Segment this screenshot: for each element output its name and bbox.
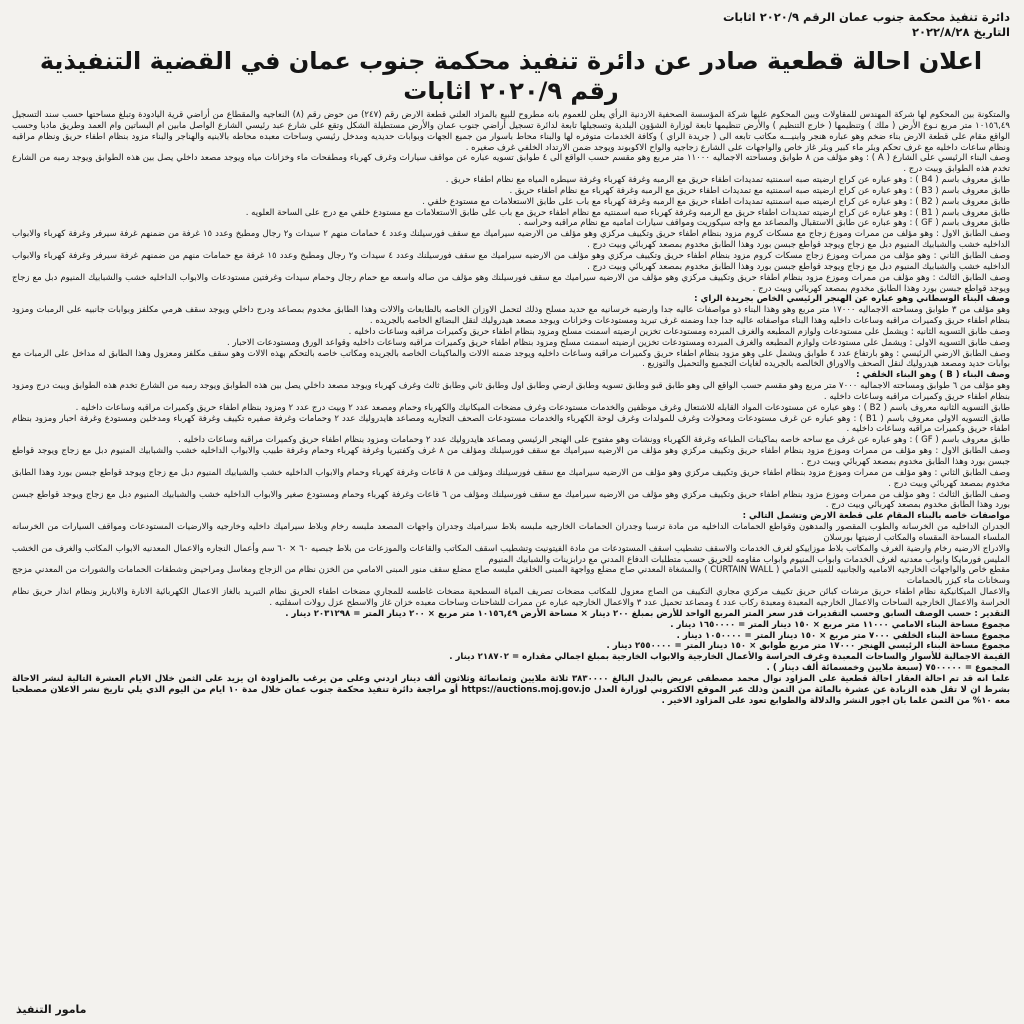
announcement-body	[12, 110, 1010, 706]
paragraph-hangar-ground: وصف الطابق الارضي الرئيسي : وهو بارتفاع عدد ٤ طوابق ويشمل على وهو مزود بنظام اطفاء حريق وكميرات مراقبه وساعات داخليه ويوجد ضمنه الالات والماكينات الخاصه بالجريده ومكاتب خاصه بالتحكم بهذه الالات وهو سقف مكلفز ومعزول وهذا الطابق له مداخل على الرمبات مع بوابات حديد ومصعد هيدروليك لنقل الصحف والاوراق الخالصه بالجريده لغايات التجميع والتحميل والتوزيع .	[12, 348, 1010, 370]
paragraph-building-a: وصف البناء الرئيسي على الشارع ( A ) : وهو مؤلف من ٨ طوابق ومساحته الاجماليه ١١٠٠٠ متر مربع وهو مقسم حسب الواقع الى ٤ طوابق تسويه عباره عن مواقف سيارات وغرف كهرباء ومطفحات ماء وخزانات مياه ويوجد مصعد داخلي يصل بين هذه الطوابق ويوجد رمبه من الشارع تخدم هذه الطوابق وبيت درج .	[12, 153, 1010, 175]
paragraph-specs-facades: مقطع خاص والواجهات الخارجيه الاماميه والجانبيه للمبنى الامامي ( CURTAIN WALL ) والمشغاة المعدني صاج مضلع وواجهة المبنى الخلفي ملبسه صاج مضلع سقف منور المبنى الامامي من الخزن نظام من الزجاج ومغاسل ومراحيض وشطفات الحمامات والشورات من المعدني مزجج وسخانات ماء كيزر بالحمامات	[12, 565, 1010, 587]
paragraph-hangar-heading: وصف البناء الوسطاني وهو عباره عن الهنجر الرئيسي الخاص بجريدة الراي :	[694, 294, 1010, 305]
paragraph-third-floor: وصف الطابق الثالث : وهو مؤلف من ممرات وموزع مزود بنظام اطفاء حريق وتكييف مركزي وهو مؤلف من الارضيه سيراميك مع سقف فورسيلنك وهو مؤلف من صاله واسعه مع حمام رجال وحمام سيدات وغرفتين مستودعات والابواب الداخليه خشب والشبابيك المنيوم دبل مع زجاج ويوجد قواطع جبسن بورد وهذا الطابق مخدوم بمصعد كهربائي وبيت درج .	[12, 272, 1010, 294]
header-case-number: دائرة تنفيذ محكمة جنوب عمان الرقم ٢٠٢٠/٩ اثابات	[722, 10, 1010, 24]
paragraph-floor-b2: طابق معروف باسم ( B2 ) : وهو عباره عن كراج ارضيته صبه اسمنتيه تمديدات اطفاء حريق مع الرمبه وغرفة كهرباء مع باب على طابق الاستعلامات مع مستودع خلفي .	[422, 196, 1010, 207]
signature-officer: مامور التنفيذ	[16, 1003, 87, 1016]
paragraph-valuation-land: التقدير : حسب الوصف السابق وحسب التقديرات قدر سعر المتر المربع الواحد للأرض بمبلغ ٢٠٠ دينار × مساحة الأرض ١٠١٥٦,٤٩ متر مربع × ٢٠٠ دينار المتر = ٢٠٣١٢٩٨ دينار .	[285, 608, 1010, 619]
paragraph-floor-gf: طابق معروف باسم ( GF ) : وهو عباره عن طابق الاستقبال والمصاعد مع واجه سيكوريت ومواقف سيارات اماميه مع نظام مراقبه وحراسه .	[518, 218, 1010, 229]
paragraph-specs-mechanical: والاعمال الميكانيكية نظام اطفاء حريق مرشات كبائن حريق تكييف مركزي مجاري التكييف من الصاج معزول للمكاتب مضخات تصريف المياة السطحية مضخات غاطسه للمجاري مضخات اطفاء الحريق نظام التبريد بالغاز الاعمال الكهربائية الانارة والاباريز ونظام انذار حريق نظام الحراسة والاعمال الخارجيه الساحات والاعمال الخارجيه المعبدة ومعبدة ركاب عدد ٤ ومصاعد تحميل عدد ٣ والاعمال الخارجيه عباره عن ممرات للشاحنات وساحات معبده خزان غاز والاسطح عزل رولات اسفلتيه .	[12, 587, 1010, 608]
paragraph-valuation-hangar: مجموع مساحة البناء الرئيسي الهنجر ١٧٠٠٠ متر مربع طوابق × ١٥٠ دينار المتر = ٢٥٥٠٠٠٠ دينار .	[606, 641, 1010, 652]
paragraph-specs-floors: والادراج الارضيه رخام وارضية الغرف والمكاتب بلاط موزاييكو لغرف الخدمات والاسقف تشطيب اسقف المستودعات من مادة الفيتونيت وتشطيب اسقف المكاتب والقاعات والموزعات من بلاط جبصيه ٦٠ × ٦٠ سم وأعمال النجاره والاعمال المعدنيه الابواب المكاتب والغرف من الخشب المليس فورمايكا وابواب معدنيه لغرف الخدمات وابواب المنيوم وابواب مقاومه للحريق حسب متطلبات الدفاع المدني مع درابزينات والشبابيك المنيوم	[12, 543, 1010, 565]
paragraph-b-third-floor: وصف الطابق الثالث : وهو مؤلف من ممرات وموزع مزود بنظام اطفاء حريق وتكييف مركزي وهو مؤلف من الارضيه سيراميك مع سقف فورسيلنك ومؤلف من ٦ قاعات وغرفة كهرباء وحمام ومستودع صغير والابواب الداخليه خشب والشبابيك المنيوم دبل مع زجاج ويوجد قواطع جبسن بورد وهذا الطابق مخدوم بمصعد كهربائي وبيت درج .	[12, 489, 1010, 511]
paragraph-b-second-floor: وصف الطابق الثاني : وهو مؤلف من ممرات وموزع مزود بنظام اطفاء حريق وتكييف مركزي وهو مؤلف من الارضيه سيراميك مع سقف فورسيلنك ومؤلف من ٨ قاعات وغرفة كهرباء وحمام والابواب الداخليه خشب والشبابيك المنيوم دبل مع زجاج ويوجد قواطع جبسن بورد وهذا الطابق مخدوم بمصعد كهربائي وبيت درج .	[12, 467, 1011, 489]
paragraph-award-notice: علما انه قد تم احالة العقار احالة قطعية على المزاود نوال محمد مصطفى عريض بالبدل البالغ ٣٨٣٠٠٠٠ ثلاثة ملايين وثمانمائة وثلاثون ألف دينار اردني وعلى من يرغب بالمزاودة ان يزيد على الثمن خلال الايام العشرة التالية لنشر الاحالة بشرط ان لا تقل هذه الزيادة عن عشرة بالمائة من الثمن وذلك عبر الموقع الالكتروني لوزارة العدل https://auctions.moj.gov.jo أو مراجعة دائرة تنفيذ محكمة جنوب عمان خلال مدة ١٠ ايام من اليوم الذي يلي تاريخ نشر الاعلان مصطحبا معه ١٠% من الثمن علما بان اجور النشر والدلالة والطوابع تعود على المزاود الاخير .	[12, 673, 1010, 706]
paragraph-building-b-heading: وصف البناء ( B ) وهو البناء الخلفي :	[856, 370, 1010, 381]
paragraph-valuation-total: المجموع = ٧٥٠٠٠٠٠ (سبعة ملايين وخمسمائة ألف دينار ) .	[766, 663, 1010, 674]
paragraph-building-b: وهو مؤلف من ٦ طوابق ومساحته الاجماليه ٧٠٠٠ متر مربع وهو مقسم حسب الواقع الى وهو طابق قبو وطابق تسويه وطابق ارضي وطابق اول وطابق ثاني وطابق ثالث وغرف كهرباء ويوجد مصعد داخلي يصل بين هذه الطوابق ويوجد رمبه من الشارع تخدم هذه الطوابق وبيت درج ومزود بنظام اطفاء حريق وكميرات مراقبه وساعات داخليه .	[12, 381, 1010, 402]
paragraph-hangar-basement-2: وصف طابق التسويه الثانيه : ويشمل على مستودعات ولوازم المطبعه والغرف المبرده ومستودعات تخزين ارضيته اسمنت مسلح ومزود بنظام اطفاء حريق وكميرات مراقبه وساعات داخليه .	[348, 326, 1010, 337]
paragraph-valuation-external: القيمة الاجمالية للأسوار والساحات المعبدة وغرف الحراسة والأعمال الخارجية والابواب الخارجية بمبلغ اجمالي مقداره = ٢١٨٧٠٢ دينار .	[449, 652, 1010, 663]
paragraph-hangar-basement-1: وصف طابق التسويه الاولى : ويشمل على مستودعات ولوازم المطبعه والغرف المبرده ومستودعات تخزين ارضيته اسمنت مسلح ومزود بنظام اطفاء حريق وكميرات مراقبه وساعات داخليه وقواعد الورق ومستودعات الاحبار .	[226, 337, 1010, 348]
announcement-title: اعلان احالة قطعية صادر عن دائرة تنفيذ محكمة جنوب عمان في القضية التنفيذية رقم ٢٠٢٠/٩ اثابات	[39, 47, 983, 105]
paragraph-b-first-floor: وصف الطابق الاول : وهو مؤلف من ممرات وموزع مزود بنظام اطفاء حريق وتكييف مركزي وهو مؤلف من الارضيه سيراميك مع سقف فورسيلنك ومؤلف من ٨ غرف وكفتيريا وغرفة كهرباء وحمام وغرفة طبيب والابواب الداخليه خشب والشبابيك المنيوم دبل مع زجاج ويوجد قواطع جبسن بورد وهذا الطابق مخدوم بمصعد كهربائي وبيت درج .	[12, 446, 1011, 467]
paragraph-hangar: وهو مؤلف من ٣ طوابق ومساحته الاجماليه ١٧٠٠٠ متر مربع وهو وهذا البناء ذو مواصفات عاليه جدا وارضيه خرسانيه مع حديد مسلح وذلك لتحمل الاوزان الخاصه بالطابعات والالات وهذا الطابق مخدوم بمصاعد ودرج داخلي ويوجد سقف هرمي مكلفز وبوابات جانبيه على الرمبات ومزود بنظام اطفاء حريق وكميرات مراقبه وساعات داخليه وهذا البناء مواصفاته عاليه جدا جدا وضمنه غرف تبريد ومستودعات وخزانات ويوجد مصعد هيدروليك لنقل البضائع الخاصه بالجريده .	[12, 305, 1010, 327]
paragraph-floor-b4: طابق معروف باسم ( B4 ) : وهو عباره عن كراج ارضيته صبه اسمنتيه تمديدات اطفاء حريق مع الرمبه وغرفة كهرباء وغرفة سيطره المياه مع نظام اطفاء حريق .	[445, 175, 1010, 186]
paragraph-floor-b3: طابق معروف باسم ( B3 ) : وهو عباره عن كراج ارضيته صبه اسمنتيه مع تمديدات اطفاء حريق مع الرمبه وغرفة كهرباء مع نظام اطفاء حريق .	[509, 185, 1010, 196]
paragraph-second-floor: وصف الطابق الثاني : وهو مؤلف من ممرات وموزع زجاج مسكات كروم مزود بنظام اطفاء حريق وتكييف مركزي وهو مؤلف من الارضيه سيراميك مع سقف فورسيلنك وعدد ٤ سيدات و٢ رجال ومطبخ وعدد ١٥ غرفة مع حمامات منهم من ضمنهم غرفة سيرفر وغرفة كهرباء والابواب الداخليه خشب والشبابيك المنيوم دبل مع زجاج ويوجد قواطع جبسن بورد وهذا الطابق مخدوم بمصعد كهربائي وبيت درج .	[12, 250, 1010, 272]
paragraph-first-floor: وصف الطابق الاول : وهو مؤلف من ممرات وموزع زجاج مع مسكات كروم مزود بنظام اطفاء حريق وتكييف مركزي وهو مؤلف من الارضيه سيراميك مع سقف فورسيلنك وعدد ٤ حمامات منهم ٢ سيدات و٢ رجال ومطبخ وعدد ١٥ غرفة من ضمنهم غرفة سيرفر وغرفة كهرباء والابواب الداخليه خشب والشبابيك المنيوم دبل مع زجاج ويوجد قواطع جبسن بورد وهذا الطابق مخدوم بمصعد كهربائي وبيت درج .	[12, 229, 1010, 251]
paragraph-specs-walls: الجدران الداخليه من الخرسانه والطوب المقصور والمدهون وقواطع الحمامات الداخليه من مادة ترسبا وجدران الحمامات الخارجيه ملبسه بلاط سيراميك وجدران واجهات المصعد ملبسه رخام وبلاط سيراميك داخليه وخارجيه والارضيات المستودعات ومواقف السيارات من الخرسانه الملساء المساحة المقساه والمكاتب ارضيتها بورسلان	[12, 522, 1010, 543]
paragraph-floor-b1: طابق معروف باسم ( B1 ) : وهو عباره عن كراج ارضيته تمديدات اطفاء حريق مع الرمبه وغرفة كهرباء صبه اسمنتيه مع نظام اطفاء حريق مع باب على طابق الاستعلامات مع مستودع خلفي مع درج على الساحة العلويه .	[245, 207, 1010, 218]
paragraph-intro: والمتكونة بين المحكوم لها شركة المهندس للمقاولات وبين المحكوم عليها شركة المؤسسة الصحفية الاردنية الرأي يعلن للعموم بانه مطروح للبيع بالمزاد العلني قطعة الارض رقم (٢٤٧) من حوض رقم (٨) النعاجيه والمقطاع من أراضي قرية اليادودة وتبلغ مساحتها حسب سند التسجيل ١٠١٥٦,٤٩ متر مربع نـوع الأرض ( ملك ) وتنظيمها ( خارج التنظيم ) والأرض تنظيمها تابعة لوزارة الشؤون البلدية وتسجيلها تابعة لدائرة تسجيل أراضي جنوب عمان والأرض مستطيلة الشكل وتقع على شارع عبد رئيسي الشارع الواصل مابين ام البساتين وام العمد وطريق مادبا وحسب الواقع مقام على قطعة الارض بناء ضخم وهو عباره هنجر وابنيـــه مكاتب تابعه الى ( جريدة الراي ) وكافة الخدمات متوفره لها والبناء محاط باسوار من جميع الجهات وبوابات حديديه ومدخل رئيسي وساحات معبده محاطه بالابنيه والهناجر والبناء مزود بنظام اطفاء حريق ونظام مراقبه ونظام ساعات داخليه مع غرف تحكم وبئر ماء كبير وبئر غاز خاص والواجهات على الشارع زجاجيه والواح الاكوبوند ويوجد ضمن الارتداد الخلفي غرف صغيره .	[12, 110, 1010, 153]
header-date: التاريخ ٢٠٢٢/٨/٢٨	[911, 25, 1010, 39]
paragraph-b-floor-gf: طابق معروف باسم ( GF ) : وهو عباره عن غرف مع ساحه خاصه بماكينات الطباعه وغرفة الكهرباء وونشات وهو مفتوح على الهنجر الرئيسي ومصاعد هايدروليك عدد ٢ وحمامات ومزود بنظام اطفاء حريق وكميرات مراقبه وساعات داخليه .	[178, 435, 1010, 446]
paragraph-valuation-front: مجموع مساحة البناء الامامي ١١٠٠٠ متر مربع × ١٥٠ دينار المتر = ١٦٥٠٠٠٠ دينار .	[670, 619, 1010, 630]
paragraph-b-floor-b1: طابق التسويه الاولى معروف باسم ( B1 ) : وهو عباره عن غرف مستودعات ومحولات وغرف للمولدات وغرف لوحة الكهرباء والخدمات مستودعات الصحف التجاريه ومصاعد هايدروليك عدد ٢ وحمامات وغرفة صفيره تكييف وغرفة كهرباء ومدخلين ومستودع وغرفة احبار ومزود بنظام اطفاء حريق وكميرات مراقبه وساعات داخليه .	[12, 413, 1010, 435]
paragraph-valuation-back: مجموع مساحة البناء الخلفي ٧٠٠٠ متر مربع × ١٥٠ دينار المتر = ١٠٥٠٠٠٠ دينار .	[676, 630, 1010, 641]
paragraph-specs-heading: مواصفات خاصه بالبناء المقام على قطعة الارض وتشمل التالي :	[742, 511, 1010, 522]
paragraph-b-floor-b2: طابق التسويه الثانيه معروف باسم ( B2 ) : وهو عباره عن مستودعات المواد القابله للاشتعال وغرف موظفين والخدمات مستودعات وغرف مضخات الميكانيك والكهرباء وحمام ومصعد عدد ٢ وبيت درج عدد ٢ ومزود بنظام اطفاء حريق وكميرات مراقبه وساعات داخليه .	[75, 402, 1010, 413]
